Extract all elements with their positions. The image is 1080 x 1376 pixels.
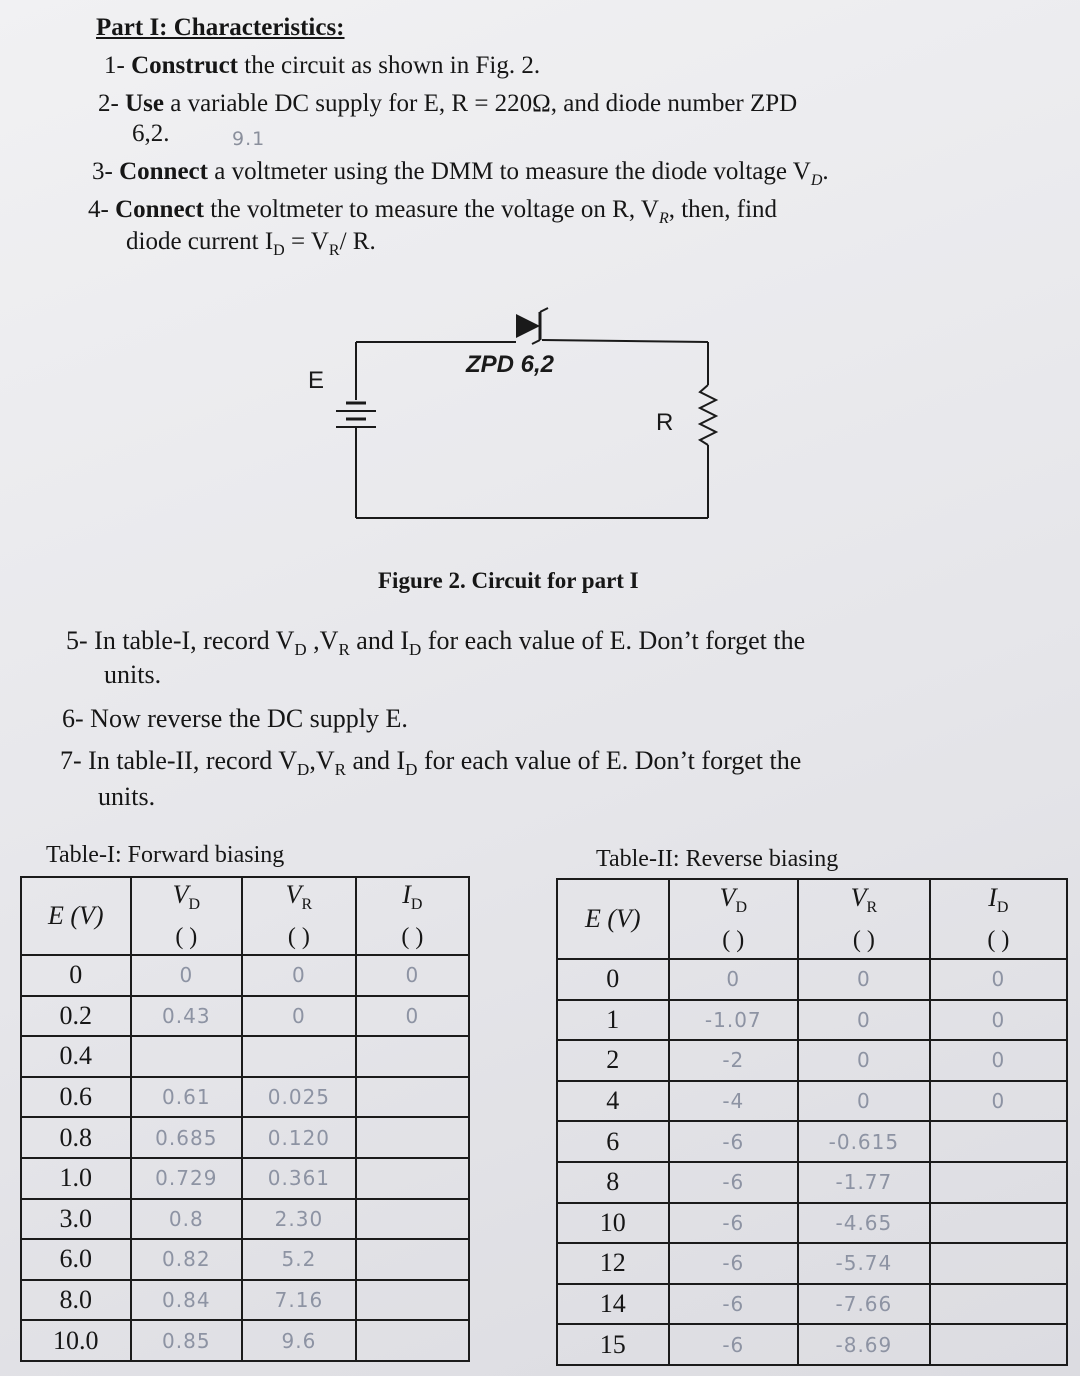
step-4-continued: diode current $I_D = V_R/$ R.	[126, 228, 376, 259]
vr-cell: 0.025	[242, 1077, 356, 1118]
vd-cell: -6	[669, 1284, 799, 1325]
vr-header: $V_R$ ( )	[798, 879, 930, 959]
reverse-bias-table	[556, 878, 1068, 1366]
diode-bar-hook-top	[540, 308, 548, 312]
table-row	[21, 1320, 469, 1361]
e-cell: 0	[21, 955, 131, 996]
vr-cell: 0.120	[242, 1117, 356, 1158]
table-row	[21, 1280, 469, 1321]
vr-cell: 0	[242, 955, 356, 996]
e-header: E (V)	[21, 877, 131, 955]
e-cell: 0.8	[21, 1117, 131, 1158]
vr-cell: -5.74	[798, 1243, 930, 1284]
vd-cell: -6	[669, 1162, 799, 1203]
id-cell	[356, 1036, 469, 1077]
id-cell: 0	[930, 1040, 1067, 1081]
e-cell: 14	[557, 1284, 669, 1325]
table-1-caption: Table-I: Forward biasing	[46, 842, 285, 868]
vd-cell: -2	[669, 1040, 799, 1081]
step-7-continued: units.	[98, 782, 156, 811]
table-row	[557, 1000, 1067, 1041]
table-row	[557, 1243, 1067, 1284]
id-cell: 0	[356, 996, 469, 1037]
vd-cell: 0.8	[131, 1199, 243, 1240]
id-cell: 0	[930, 959, 1067, 1000]
e-cell: 0.6	[21, 1077, 131, 1118]
vd-cell: 0.685	[131, 1117, 243, 1158]
step-7: 7- In table-II, record $V_D,V_R$ and $I_D$ for each value of E. Don’t forget the	[60, 746, 802, 780]
vd-cell: -6	[669, 1324, 799, 1365]
table-row	[21, 1036, 469, 1077]
diode-label: ZPD 6,2	[466, 351, 555, 378]
id-cell	[356, 1077, 469, 1118]
table-row	[21, 1117, 469, 1158]
id-cell	[356, 1320, 469, 1361]
id-header: $I_D$ ( )	[930, 879, 1067, 959]
diode-triangle	[516, 314, 540, 338]
vr-cell: 0	[242, 996, 356, 1037]
id-cell	[930, 1203, 1067, 1244]
vr-cell: 2.30	[242, 1199, 356, 1240]
table-row	[557, 959, 1067, 1000]
table-row	[557, 1203, 1067, 1244]
table-row	[21, 996, 469, 1037]
table-row	[557, 1040, 1067, 1081]
vr-cell: -4.65	[798, 1203, 930, 1244]
vr-cell: -0.615	[798, 1121, 930, 1162]
e-cell: 8	[557, 1162, 669, 1203]
vd-cell: 0.85	[131, 1320, 243, 1361]
vd-header: $V_D$ ( )	[131, 877, 243, 955]
e-cell: 1	[557, 1000, 669, 1041]
circuit-diagram	[290, 300, 740, 540]
e-cell: 6.0	[21, 1239, 131, 1280]
vd-cell: -6	[669, 1203, 799, 1244]
vd-cell	[131, 1036, 243, 1077]
id-cell: 0	[356, 955, 469, 996]
id-cell: 0	[930, 1000, 1067, 1041]
e-cell: 15	[557, 1324, 669, 1365]
e-cell: 10.0	[21, 1320, 131, 1361]
id-header: $I_D$ ( )	[356, 877, 469, 955]
vd-cell: -1.07	[669, 1000, 799, 1041]
vr-cell: 0.361	[242, 1158, 356, 1199]
vr-cell: -7.66	[798, 1284, 930, 1325]
table-row	[557, 1324, 1067, 1365]
vd-cell: 0.43	[131, 996, 243, 1037]
id-cell: 0	[930, 1081, 1067, 1122]
id-cell	[356, 1199, 469, 1240]
vd-cell: 0.82	[131, 1239, 243, 1280]
e-cell: 6	[557, 1121, 669, 1162]
table-row	[557, 1121, 1067, 1162]
part-title: Part I: Characteristics:	[96, 14, 345, 41]
vd-cell: 0	[131, 955, 243, 996]
table-row	[557, 1081, 1067, 1122]
step-4: 4- Connect the voltmeter to measure the voltage on R, $V_R$, then, find	[88, 196, 778, 227]
id-cell	[930, 1284, 1067, 1325]
vr-cell: 0	[798, 1040, 930, 1081]
id-cell	[356, 1158, 469, 1199]
id-cell	[930, 1162, 1067, 1203]
table-row	[557, 1162, 1067, 1203]
table-2-caption: Table-II: Reverse biasing	[596, 846, 839, 872]
e-cell: 10	[557, 1203, 669, 1244]
e-cell: 3.0	[21, 1199, 131, 1240]
source-label: E	[308, 367, 325, 394]
id-cell	[356, 1280, 469, 1321]
table-row	[21, 955, 469, 996]
vd-cell: 0.84	[131, 1280, 243, 1321]
e-header: E (V)	[557, 879, 669, 959]
forward-bias-table	[20, 876, 470, 1362]
step-5: 5- In table-I, record $V_D$ $,V_R$ and $I_D$ for each value of E. Don’t forget the	[66, 626, 806, 660]
table-row	[21, 1239, 469, 1280]
table-row	[557, 1284, 1067, 1325]
table-2-header-row	[557, 879, 1067, 959]
vd-cell: 0	[669, 959, 799, 1000]
id-cell	[356, 1117, 469, 1158]
vd-cell: 0.61	[131, 1077, 243, 1118]
step-1: 1- Construct the circuit as shown in Fig. 2.	[104, 52, 541, 79]
resistor-label: R	[656, 409, 674, 436]
vr-cell: -8.69	[798, 1324, 930, 1365]
figure-caption: Figure 2. Circuit for part I	[378, 568, 639, 593]
table-row	[21, 1077, 469, 1118]
step-2: 2- Use a variable DC supply for E, R = 220Ω, and diode number ZPD	[98, 90, 798, 117]
step-6: 6- Now reverse the DC supply E.	[62, 704, 408, 733]
e-cell: 2	[557, 1040, 669, 1081]
vr-header: $V_R$ ( )	[242, 877, 356, 955]
step-3: 3- Connect a voltmeter using the DMM to measure the diode voltage $V_D$.	[92, 158, 829, 189]
vr-cell: 9.6	[242, 1320, 356, 1361]
vr-cell: 0	[798, 1000, 930, 1041]
vr-cell: 5.2	[242, 1239, 356, 1280]
id-cell	[930, 1324, 1067, 1365]
vd-cell: -6	[669, 1243, 799, 1284]
vd-cell: -4	[669, 1081, 799, 1122]
step-2-continued: 6,2.	[132, 120, 170, 147]
vr-cell: -1.77	[798, 1162, 930, 1203]
resistor-zigzag	[700, 385, 716, 445]
handwritten-note: 9.1	[232, 128, 266, 150]
vr-cell: 0	[798, 959, 930, 1000]
vr-cell	[242, 1036, 356, 1077]
wire-top-right-segment	[542, 340, 708, 342]
vd-cell: 0.729	[131, 1158, 243, 1199]
vd-header: $V_D$ ( )	[669, 879, 799, 959]
e-cell: 1.0	[21, 1158, 131, 1199]
e-cell: 8.0	[21, 1280, 131, 1321]
e-cell: 0.2	[21, 996, 131, 1037]
e-cell: 0.4	[21, 1036, 131, 1077]
id-cell	[930, 1243, 1067, 1284]
table-1-header-row	[21, 877, 469, 955]
vr-cell: 0	[798, 1081, 930, 1122]
e-cell: 4	[557, 1081, 669, 1122]
table-row	[21, 1158, 469, 1199]
table-row	[21, 1199, 469, 1240]
step-5-continued: units.	[104, 660, 162, 689]
vr-cell: 7.16	[242, 1280, 356, 1321]
id-cell	[930, 1121, 1067, 1162]
vd-cell: -6	[669, 1121, 799, 1162]
id-cell	[356, 1239, 469, 1280]
diode-bar-hook-bottom	[532, 340, 540, 344]
e-cell: 0	[557, 959, 669, 1000]
e-cell: 12	[557, 1243, 669, 1284]
